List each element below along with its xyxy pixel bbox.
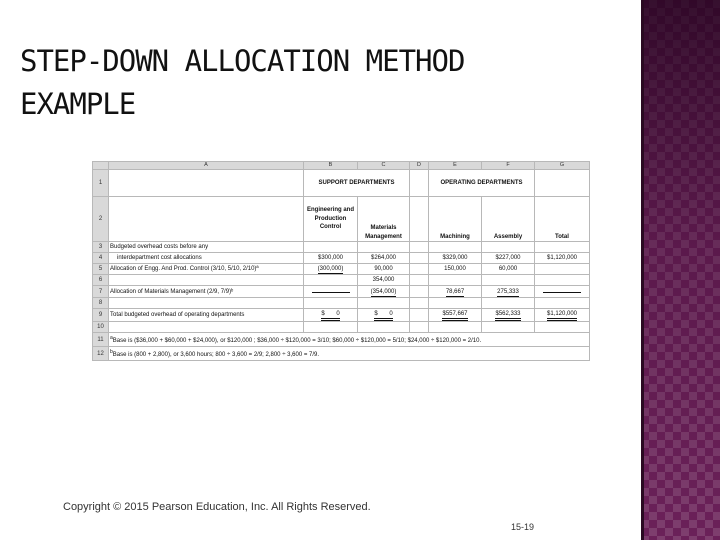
row-label: Budgeted overhead costs before any [109,242,304,253]
zero-total [374,310,392,321]
col-header-g: G [535,162,590,170]
row-number: 9 [93,309,109,322]
cell-value: 275,333 [497,288,519,295]
corner-cell [93,162,109,170]
underline-rule [543,286,581,293]
col-header-e: E [429,162,482,170]
column-header-row [93,162,590,170]
header-materials-management: Materials Management [358,197,410,242]
table-row [93,298,590,309]
cell-value: $562,333 [495,310,520,321]
row-label: Allocation of Materials Management (2/9, 7/9)ᵇ [109,286,304,298]
row-number: 12 [93,347,109,361]
footnote-text: Base is ($36,000 + $60,000 + $24,000), or $120,000 ; $36,000 ÷ $120,000 = 3/10; $60,000 ÷ $120,000 = 5/10; $24,000 ÷ $120,000 = 2/10. [112,338,482,344]
slide-title-line-1: STEP-DOWN ALLOCATION METHOD [20,44,465,78]
table-row [93,309,590,322]
header-assembly: Assembly [482,197,535,242]
table-row [93,253,590,264]
cell-value: 90,000 [358,264,410,275]
row-number: 10 [93,322,109,333]
cell-value: 60,000 [482,264,535,275]
copyright-notice: Copyright © 2015 Pearson Education, Inc. All Rights Reserved. [63,501,371,513]
cell-value: $264,000 [358,253,410,264]
row-number: 4 [93,253,109,264]
zero-total [321,310,339,321]
dollar-sign: $ [321,311,325,317]
cell-value: 0 [336,311,340,317]
footnote-text: Base is (800 + 2,800), or 3,600 hours; 800 ÷ 3,600 = 2/9; 2,800 ÷ 3,600 = 7/9. [112,352,320,358]
row-number: 3 [93,242,109,253]
table-row [93,242,590,253]
cell-value: $1,120,000 [535,253,590,264]
page-number: 15-19 [511,522,535,532]
row-label: interdepartment cost allocations [109,253,304,264]
cell-value: (300,000) [317,266,344,272]
support-departments-header: SUPPORT DEPARTMENTS [304,170,410,197]
footnote-b [109,347,590,361]
row-number: 2 [93,197,109,242]
cell-value: 0 [389,311,393,317]
col-header-c: C [358,162,410,170]
cell-value: 78,667 [445,288,465,295]
row-number: 5 [93,264,109,275]
row-number: 7 [93,286,109,298]
cell-value: $300,000 [304,253,358,264]
col-header-f: F [482,162,535,170]
table-row [93,264,590,275]
footnote-marker: a [110,335,113,341]
table-row [93,322,590,333]
header-total: Total [535,197,590,242]
row-label: Allocation of Engg. And Prod. Control (3/10, 5/10, 2/10)ª [109,264,304,275]
header-machining: Machining [429,197,482,242]
cell-value: $1,120,000 [547,310,577,321]
col-header-a: A [109,162,304,170]
col-header-d: D [410,162,429,170]
cell-value: 354,000 [358,275,410,286]
sidebar-edge [641,0,644,540]
header-engineering-production-control: Engineering and Production Control [304,197,358,242]
footnote-marker: b [110,349,113,355]
row-number: 1 [93,170,109,197]
cell-value: 150,000 [429,264,482,275]
underline-rule [312,286,350,293]
row-label: Total budgeted overhead of operating departments [109,309,304,322]
table-row [93,347,590,361]
operating-departments-header: OPERATING DEPARTMENTS [429,170,535,197]
col-header-b: B [304,162,358,170]
allocation-table [92,161,590,361]
table-row [93,170,590,197]
spreadsheet-image [92,161,589,372]
footnote-a [109,333,590,347]
slide-title [20,40,620,126]
sidebar-shading [641,0,720,540]
cell-value: $329,000 [429,253,482,264]
table-row [93,197,590,242]
cell-value: (354,000) [370,288,397,295]
table-row [93,286,590,298]
slide-title-line-2: EXAMPLE [20,87,136,121]
dollar-sign: $ [374,311,378,317]
row-number: 6 [93,275,109,286]
table-row [93,275,590,286]
row-number: 11 [93,333,109,347]
table-row [93,333,590,347]
row-number: 8 [93,298,109,309]
cell-value: $557,667 [442,310,467,321]
cell-value: $227,000 [482,253,535,264]
